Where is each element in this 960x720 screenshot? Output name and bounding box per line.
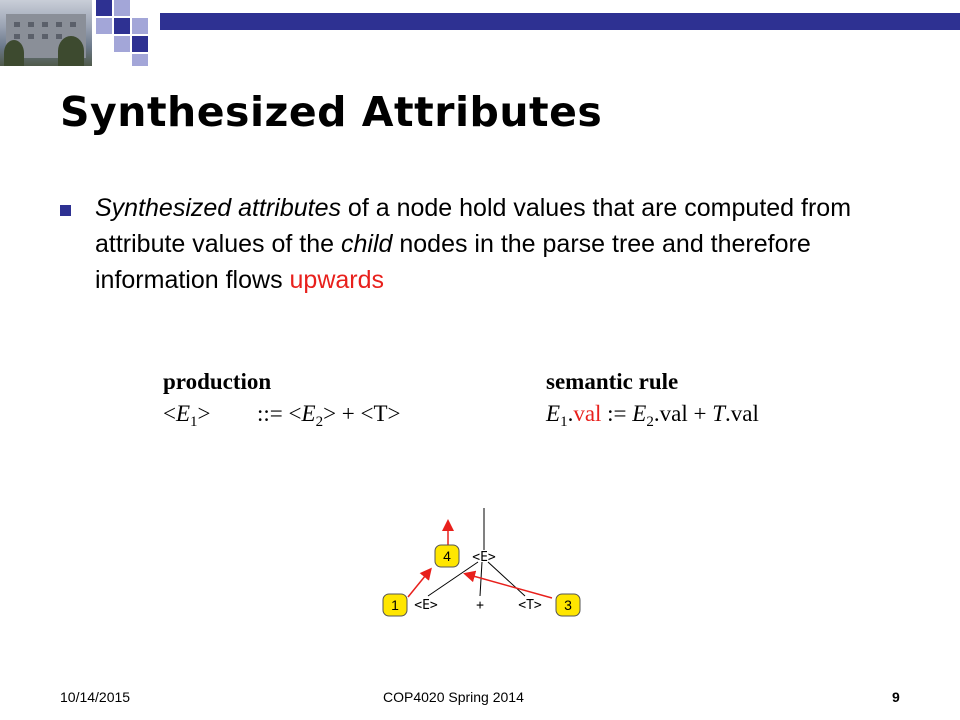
decor-square xyxy=(96,36,112,52)
bullet-text xyxy=(95,190,905,298)
header-bar xyxy=(160,13,960,30)
decor-square xyxy=(114,18,130,34)
decor-square xyxy=(96,18,112,34)
arrow-from-3 xyxy=(466,574,552,598)
window-shape xyxy=(56,34,62,39)
badge-1-label: 1 xyxy=(391,597,399,613)
tree-shape xyxy=(4,40,24,66)
term-synthesized-attributes: Synthesized attributes xyxy=(95,194,341,222)
window-shape xyxy=(70,22,76,27)
footer-course: COP4020 Spring 2014 xyxy=(383,689,524,705)
decor-square xyxy=(96,0,112,16)
decor-square xyxy=(114,36,130,52)
production-header: production xyxy=(163,369,272,394)
window-shape xyxy=(42,22,48,27)
term-upwards: upwards xyxy=(289,266,385,294)
arrow-from-1 xyxy=(408,570,430,597)
semantic-rule-header: semantic rule xyxy=(546,369,679,394)
decor-square xyxy=(132,0,148,16)
tree-shape xyxy=(58,36,84,66)
badge-4-label: 4 xyxy=(443,548,451,564)
semantic-val: val xyxy=(573,401,602,426)
tree-node-root: <E> xyxy=(472,550,496,565)
window-shape xyxy=(56,22,62,27)
decor-square xyxy=(132,18,148,34)
body-text: of a node hold values that are computed from attribute values of the xyxy=(95,194,852,258)
tree-node-right: <T> xyxy=(518,598,542,613)
decor-square xyxy=(114,0,130,16)
production-lhs: $<E_1>$ xyxy=(163,401,211,430)
tree-edge xyxy=(488,562,525,596)
decor-square xyxy=(132,36,148,52)
page-number: 9 xyxy=(892,689,900,705)
tree-node-left: <E> xyxy=(414,598,438,613)
semantic-rule: $E_1.val$ := $E_2.val + T.val$ xyxy=(546,401,759,430)
production-rhs: ::= $<E_2> + <T>$ xyxy=(257,401,401,430)
window-shape xyxy=(14,22,20,27)
parse-tree-diagram xyxy=(360,500,620,630)
body-text: nodes in the parse tree and therefore information flows xyxy=(95,230,811,294)
badge-3-label: 3 xyxy=(564,597,572,613)
tree-node-plus: + xyxy=(476,598,484,613)
header-photo xyxy=(0,0,92,66)
term-child: child xyxy=(340,230,393,258)
decor-square xyxy=(132,54,148,66)
window-shape xyxy=(14,34,20,39)
bullet-marker xyxy=(60,205,71,216)
footer-date: 10/14/2015 xyxy=(60,689,131,705)
window-shape xyxy=(28,34,34,39)
window-shape xyxy=(42,34,48,39)
window-shape xyxy=(28,22,34,27)
slide-title: Synthesized Attributes xyxy=(60,88,603,136)
